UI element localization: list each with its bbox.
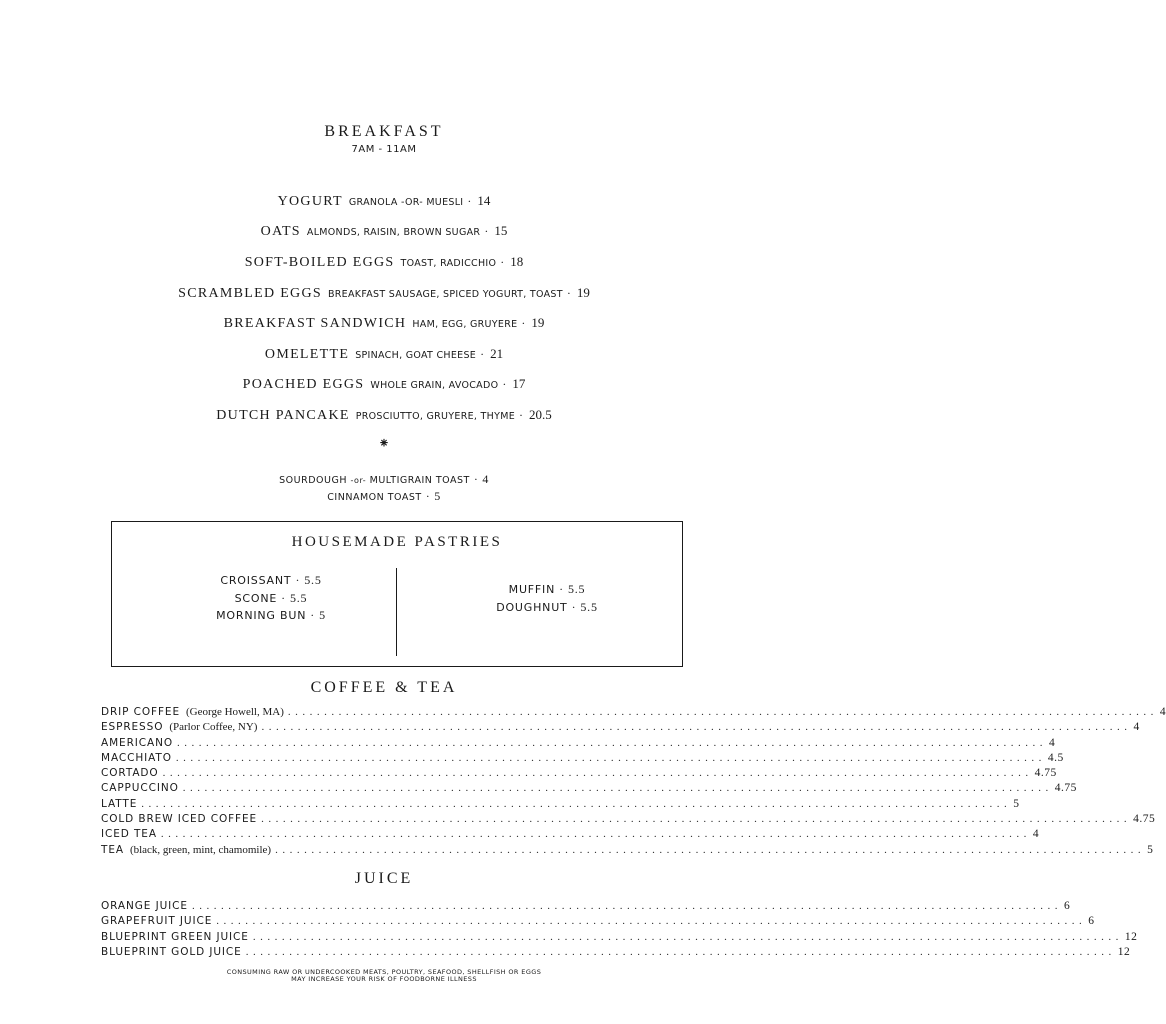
drink-note: (George Howell, MA) — [186, 706, 284, 718]
dot-leader: ........................................................................................................................ — [162, 767, 1033, 780]
pastry-name: MUFFIN — [508, 583, 556, 596]
item-description: SPINACH, GOAT CHEESE — [355, 350, 477, 361]
drink-price: 4 — [1049, 736, 1056, 749]
item-description: PROSCIUTTO, GRUYERE, THYME — [355, 411, 515, 422]
drink-price: 4 — [1159, 706, 1166, 718]
pastry-item — [146, 590, 396, 608]
drink-price: 5 — [1147, 843, 1154, 856]
pastry-price: 5 — [319, 608, 326, 622]
pastry-item — [146, 572, 396, 590]
coffee-list — [101, 705, 1166, 858]
separator-dot: · — [519, 408, 523, 422]
pastry-name: MORNING BUN — [216, 609, 307, 622]
pastries-title: HOUSEMADE PASTRIES — [291, 534, 503, 550]
dot-leader: ........................................................................................................................ — [261, 813, 1132, 826]
dot-leader: ........................................................................................................................ — [141, 797, 1012, 810]
drink-name: ESPRESSO — [101, 721, 164, 734]
menu-item — [0, 375, 768, 393]
dot-leader: ........................................................................................................................ — [252, 930, 1123, 943]
separator-dot: · — [502, 377, 507, 391]
drink-name: ORANGE JUICE — [101, 900, 188, 912]
drink-name: GRAPEFRUIT JUICE — [101, 915, 213, 928]
cinnamon-toast-line — [0, 489, 768, 504]
drink-price: 4.5 — [1047, 751, 1064, 764]
item-price: 19 — [576, 285, 590, 300]
menu-item — [0, 406, 768, 424]
separator-dot: · — [571, 599, 577, 614]
toast-multigrain: MULTIGRAIN TOAST — [369, 475, 470, 486]
menu-item — [0, 314, 768, 332]
cinnamon-toast-price: 5 — [434, 489, 441, 503]
drink-row — [101, 930, 1138, 945]
pastry-price: 5.5 — [289, 590, 308, 605]
pastry-item — [422, 599, 672, 617]
pastry-name: DOUGHNUT — [496, 600, 568, 614]
item-price: 15 — [494, 223, 508, 238]
drink-name: BLUEPRINT GOLD JUICE — [101, 945, 242, 958]
dot-leader: ........................................................................................................................ — [245, 945, 1116, 958]
separator-dot: · — [425, 489, 431, 503]
pastries-right-column — [422, 581, 672, 616]
item-description: BREAKFAST SAUSAGE, SPICED YOGURT, TOAST — [327, 289, 563, 300]
toast-price: 4 — [482, 472, 489, 486]
dot-leader: ........................................................................................................................ — [275, 843, 1146, 856]
breakfast-title: BREAKFAST — [324, 123, 444, 140]
pastry-item — [146, 607, 396, 625]
drink-name: DRIP COFFEE — [101, 706, 180, 718]
drink-row — [101, 812, 1156, 827]
drink-price: 12 — [1117, 945, 1131, 958]
drink-price: 4 — [1032, 828, 1040, 841]
drink-row — [101, 827, 1040, 842]
item-price: 20.5 — [529, 407, 552, 422]
separator-dot: · — [559, 582, 564, 596]
item-price: 18 — [510, 254, 524, 269]
item-name: OMELETTE — [264, 347, 350, 362]
breakfast-hours: 7AM - 11AM — [351, 144, 417, 155]
juice-list — [101, 899, 1138, 960]
drink-name: LATTE — [101, 797, 138, 810]
disclaimer-line-2: MAY INCREASE YOUR RISK OF FOODBORNE ILLNESS — [291, 975, 477, 983]
separator-dot: · — [295, 573, 301, 587]
drink-name: BLUEPRINT GREEN JUICE — [101, 930, 249, 943]
drink-name: AMERICANO — [101, 736, 174, 749]
drink-name: COLD BREW ICED COFFEE — [101, 813, 258, 826]
drink-price: 5 — [1013, 797, 1020, 810]
pastry-price: 5.5 — [304, 573, 322, 587]
pastry-price: 5.5 — [567, 582, 586, 596]
item-name: BREAKFAST SANDWICH — [223, 316, 407, 331]
drink-name: ICED TEA — [101, 828, 157, 841]
drink-price: 4.75 — [1034, 767, 1057, 780]
drink-price: 4 — [1133, 721, 1140, 734]
drink-row — [101, 766, 1057, 781]
toast-or: -or- — [350, 476, 367, 485]
drink-row — [101, 899, 1071, 914]
menu-item — [0, 253, 768, 271]
item-description: ALMONDS, RAISIN, BROWN SUGAR — [306, 227, 481, 238]
drink-name: CAPPUCCINO — [101, 782, 179, 795]
item-price: 17 — [512, 376, 526, 391]
pastry-name: CROISSANT — [220, 574, 292, 587]
item-price: 19 — [531, 315, 545, 330]
drink-name: TEA — [101, 843, 124, 856]
item-description: TOAST, RADICCHIO — [400, 258, 497, 269]
dot-leader: ........................................................................................................................ — [191, 900, 1062, 912]
pastry-name: SCONE — [234, 591, 278, 605]
dot-leader: ........................................................................................................................ — [216, 915, 1087, 928]
separator-dot: · — [521, 316, 526, 330]
pastries-left-column — [146, 572, 396, 625]
separator-dot: · — [566, 286, 571, 300]
drink-price: 4.75 — [1054, 782, 1077, 795]
item-price: 14 — [477, 193, 491, 208]
item-name: SOFT-BOILED EGGS — [244, 255, 395, 270]
drink-price: 6 — [1063, 900, 1071, 912]
drink-row — [101, 720, 1140, 735]
disclaimer-line-1: CONSUMING RAW OR UNDERCOOKED MEATS, POULTRY, SEAFOOD, SHELLFISH OR EGGS — [226, 968, 542, 976]
food-safety-disclaimer — [0, 969, 768, 983]
dot-leader: ........................................................................................................................ — [261, 721, 1132, 734]
drink-price: 12 — [1124, 930, 1138, 943]
drink-name: CORTADO — [101, 767, 159, 780]
dot-leader: ........................................................................................................................ — [175, 751, 1046, 764]
dot-leader: ........................................................................................................................ — [177, 736, 1048, 749]
separator-dot: · — [467, 194, 472, 208]
separator-dot: · — [500, 255, 505, 269]
item-description: GRANOLA -OR- MUESLI — [348, 197, 464, 208]
item-price: 21 — [490, 346, 504, 361]
toast-sourdough: SOURDOUGH — [279, 475, 347, 486]
separator-dot: · — [281, 590, 286, 605]
pastries-box — [111, 521, 683, 667]
juice-title: JUICE — [354, 870, 414, 887]
drink-row — [101, 843, 1154, 858]
dot-leader: ........................................................................................................................ — [160, 828, 1031, 841]
drink-row — [101, 914, 1095, 929]
drink-row — [101, 751, 1064, 766]
item-name: OATS — [260, 224, 301, 239]
drink-row — [101, 945, 1131, 960]
drink-price: 6 — [1088, 915, 1095, 928]
drink-price: 4.75 — [1133, 813, 1156, 826]
drink-row — [101, 705, 1166, 720]
menu-item — [0, 192, 768, 210]
pastries-divider — [396, 568, 397, 656]
pastry-item — [422, 581, 672, 599]
drink-note: (Parlor Coffee, NY) — [169, 721, 258, 734]
separator-dot: · — [484, 224, 489, 238]
menu-item — [0, 284, 768, 302]
coffee-tea-title: COFFEE & TEA — [310, 679, 458, 696]
separator-dot: · — [480, 347, 485, 361]
separator-dot: · — [310, 608, 316, 622]
item-description: WHOLE GRAIN, AVOCADO — [370, 380, 499, 391]
toast-line — [0, 472, 768, 487]
item-description: HAM, EGG, GRUYERE — [412, 319, 518, 330]
drink-row — [101, 797, 1020, 812]
dot-leader: ........................................................................................................................ — [287, 706, 1158, 718]
drink-name: MACCHIATO — [101, 751, 172, 764]
dot-leader: ........................................................................................................................ — [182, 782, 1053, 795]
item-name: DUTCH PANCAKE — [216, 408, 350, 423]
asterism-ornament-icon: ⁕ — [378, 436, 390, 452]
separator-dot: · — [473, 472, 479, 486]
item-name: SCRAMBLED EGGS — [178, 286, 322, 301]
drink-row — [101, 781, 1077, 796]
cinnamon-toast-name: CINNAMON TOAST — [327, 492, 422, 503]
menu-item — [0, 222, 768, 240]
pastry-price: 5.5 — [580, 599, 598, 614]
drink-note: (black, green, mint, chamomile) — [129, 843, 272, 856]
item-name: POACHED EGGS — [242, 377, 365, 392]
drink-row — [101, 736, 1056, 751]
item-name: YOGURT — [277, 194, 343, 209]
menu-item — [0, 345, 768, 363]
